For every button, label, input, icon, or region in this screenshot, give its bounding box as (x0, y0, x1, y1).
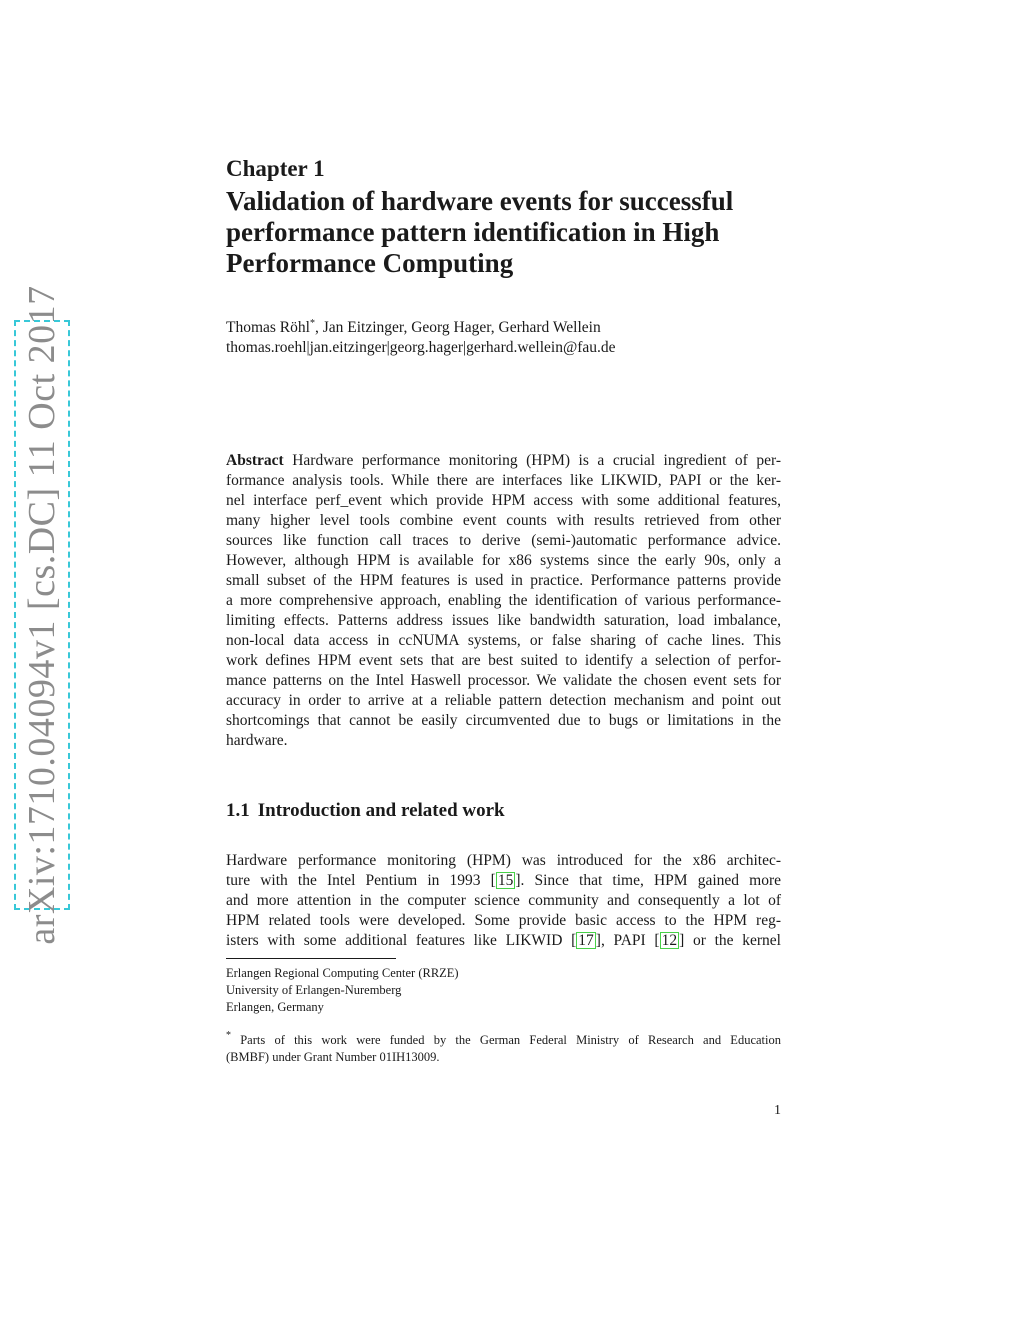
affiliation-line: Erlangen, Germany (226, 1000, 324, 1014)
chapter-label: Chapter 1 (226, 156, 325, 181)
funding-line: (BMBF) under Grant Number 01IH13009. (226, 1050, 440, 1064)
funding-footnote-mark: * (226, 1030, 231, 1041)
abstract-line: shortcomings that cannot be easily circumvented due to bugs or limitations in the (226, 712, 781, 729)
abstract-line: nel interface perf_event which provide HPM access with some additional features, (226, 492, 781, 509)
citation-link-12[interactable]: 12 (661, 932, 678, 949)
intro-line: Hardware performance monitoring (HPM) was introduced for the x86 architec- (226, 852, 781, 869)
citation-link-17[interactable]: 17 (578, 932, 594, 949)
abstract-line: hardware. (226, 732, 288, 749)
intro-paragraph (226, 851, 781, 951)
section-title: Introduction and related work (257, 800, 505, 821)
arxiv-stamp[interactable] (14, 285, 70, 945)
author-emails: thomas.roehl|jan.eitzinger|georg.hager|gerhard.wellein@fau.de (226, 339, 616, 356)
chapter-title-line: Validation of hardware events for successful (226, 186, 734, 216)
abstract-line: sources like function call traces to derive (semi-)automatic performance advice. (226, 532, 781, 549)
section-heading (226, 800, 781, 822)
chapter-title (226, 186, 781, 279)
arxiv-stamp-text: arXiv:1710.04094v1 [cs.DC] 11 Oct 2017 (21, 285, 63, 945)
abstract (226, 451, 781, 751)
intro-line: isters with some additional features like LIKWID [ 17 ], PAPI [ 12 ] or the kernel (226, 932, 781, 949)
intro-line: ture with the Intel Pentium in 1993 [ 15 ]. Since that time, HPM gained more (226, 872, 781, 889)
affiliation-line: Erlangen Regional Computing Center (RRZE) (226, 966, 459, 980)
affiliation (226, 965, 781, 1016)
abstract-line: formance analysis tools. While there are interfaces like LIKWID, PAPI or the ker- (226, 472, 781, 489)
author-others: , Jan Eitzinger, Georg Hager, Gerhard Wellein (314, 319, 601, 336)
page-number: 1 (774, 1103, 781, 1118)
abstract-line: a more comprehensive approach, enabling the identification of various performance- (226, 592, 781, 609)
abstract-line: accuracy in order to arrive at a reliable pattern detection mechanism and point out (226, 692, 781, 709)
author-footnote-mark: * (309, 318, 315, 329)
abstract-line: limiting effects. Patterns address issues like bandwidth saturation, load imbalance, (226, 612, 781, 629)
funding-line: * Parts of this work were funded by the German Federal Ministry of Research and Education (226, 1030, 781, 1047)
author-block (226, 314, 781, 358)
intro-line: and more attention in the computer science community and consequently a lot of (226, 892, 781, 909)
section-number: 1.1 (226, 800, 250, 821)
abstract-line: However, although HPM is available for x86 systems since the early 90s, only a (226, 552, 781, 569)
abstract-line: non-local data access in ccNUMA systems, or false sharing of cache lines. This (226, 632, 781, 649)
footnote-rule (226, 958, 396, 959)
intro-line: HPM related tools were developed. Some provide basic access to the HPM reg- (226, 912, 781, 929)
abstract-line: mance patterns on the Intel Haswell processor. We validate the chosen event sets for (226, 672, 781, 689)
author-names (226, 314, 781, 338)
chapter-title-line: Performance Computing (226, 248, 514, 278)
abstract-line: Abstract Hardware performance monitoring (HPM) is a crucial ingredient of per- (226, 452, 781, 469)
abstract-line: many higher level tools combine event counts with results retrieved from other (226, 512, 781, 529)
abstract-line: small subset of the HPM features is used in practice. Performance patterns provide (226, 572, 781, 589)
author-first: Thomas Röhl (226, 319, 310, 336)
chapter-title-line: performance pattern identification in High (226, 217, 720, 247)
abstract-line: work defines HPM event sets that are best suited to identify a selection of perfor- (226, 652, 781, 669)
affiliation-line: University of Erlangen-Nuremberg (226, 983, 402, 997)
abstract-label: Abstract (226, 452, 284, 469)
funding-footnote (226, 1027, 781, 1066)
citation-link-15[interactable]: 15 (497, 872, 514, 889)
